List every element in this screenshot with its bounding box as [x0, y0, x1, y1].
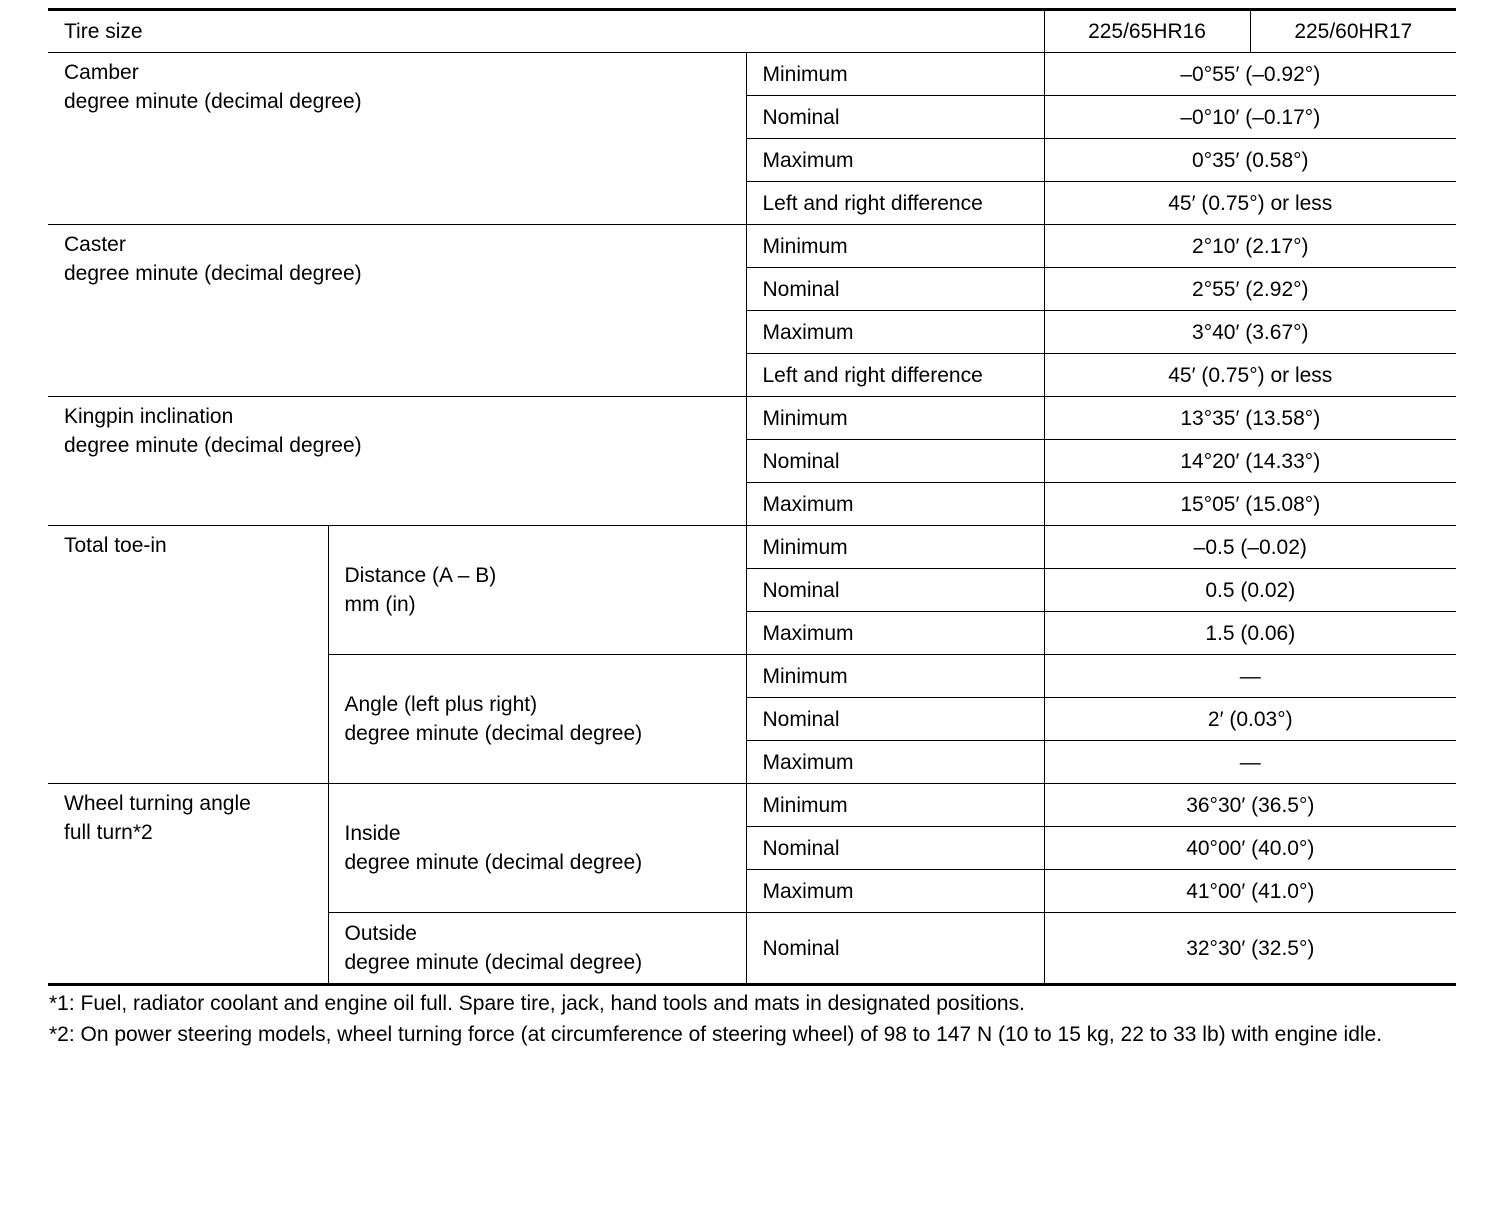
row-value: 36°30′ (36.5°): [1044, 784, 1456, 827]
row-label: Minimum: [746, 526, 1044, 569]
row-label: Minimum: [746, 225, 1044, 268]
row-label: Nominal: [746, 268, 1044, 311]
tire-size-label: Tire size: [48, 10, 1044, 53]
caster-label: [48, 225, 746, 397]
row-label: Nominal: [746, 698, 1044, 741]
turning-outside-unit: degree minute (decimal degree): [344, 951, 643, 974]
table-row: [48, 53, 1456, 96]
tire-size-col-1: 225/65HR16: [1044, 10, 1250, 53]
row-label: Minimum: [746, 397, 1044, 440]
row-label: Maximum: [746, 870, 1044, 913]
row-value: 41°00′ (41.0°): [1044, 870, 1456, 913]
row-label: Maximum: [746, 483, 1044, 526]
row-label: Left and right difference: [746, 182, 1044, 225]
table-row: [48, 225, 1456, 268]
toe-in-label: Total toe-in: [48, 526, 328, 784]
footnote-1: *1: Fuel, radiator coolant and engine oil full. Spare tire, jack, hand tools and mats in designated positions.: [49, 992, 1025, 1015]
row-label: Left and right difference: [746, 354, 1044, 397]
row-value: –0.5 (–0.02): [1044, 526, 1456, 569]
kingpin-label: [48, 397, 746, 526]
row-value: 13°35′ (13.58°): [1044, 397, 1456, 440]
kingpin-title: Kingpin inclination: [64, 405, 234, 428]
row-label: Maximum: [746, 612, 1044, 655]
row-value: 32°30′ (32.5°): [1044, 913, 1456, 985]
table-header-row: [48, 10, 1456, 53]
row-value: 40°00′ (40.0°): [1044, 827, 1456, 870]
row-label: Minimum: [746, 784, 1044, 827]
turning-outside-title: Outside: [344, 922, 417, 945]
row-value: —: [1044, 655, 1456, 698]
table-row: [48, 526, 1456, 569]
turning-subtitle: full turn*2: [64, 821, 153, 844]
row-value: 3°40′ (3.67°): [1044, 311, 1456, 354]
camber-label: [48, 53, 746, 225]
turning-title: Wheel turning angle: [64, 792, 251, 815]
table-row: [48, 784, 1456, 827]
camber-unit: degree minute (decimal degree): [64, 90, 362, 113]
row-label: Nominal: [746, 913, 1044, 985]
row-label: Minimum: [746, 655, 1044, 698]
footnotes: [49, 988, 1455, 1050]
table-row: [48, 397, 1456, 440]
wheel-alignment-spec-table: [48, 8, 1456, 986]
row-label: Nominal: [746, 96, 1044, 139]
row-value: 45′ (0.75°) or less: [1044, 354, 1456, 397]
turning-label: [48, 784, 328, 985]
row-label: Nominal: [746, 827, 1044, 870]
row-value: 2°55′ (2.92°): [1044, 268, 1456, 311]
toe-distance-unit: mm (in): [344, 593, 416, 616]
turning-inside-title: Inside: [344, 822, 401, 845]
row-label: Nominal: [746, 569, 1044, 612]
toe-distance-title: Distance (A – B): [344, 564, 497, 587]
turning-outside-label: [328, 913, 746, 985]
row-value: –0°55′ (–0.92°): [1044, 53, 1456, 96]
row-value: 1.5 (0.06): [1044, 612, 1456, 655]
caster-title: Caster: [64, 233, 126, 256]
row-value: 2′ (0.03°): [1044, 698, 1456, 741]
kingpin-unit: degree minute (decimal degree): [64, 434, 362, 457]
row-label: Maximum: [746, 139, 1044, 182]
toe-angle-label: [328, 655, 746, 784]
toe-distance-label: [328, 526, 746, 655]
row-label: Maximum: [746, 311, 1044, 354]
row-value: 15°05′ (15.08°): [1044, 483, 1456, 526]
footnote-2: *2: On power steering models, wheel turning force (at circumference of steering wheel) of 98 to 147 N (10 to 15 kg, 22 to 33 lb) with engine idle.: [49, 1023, 1383, 1046]
row-value: 0°35′ (0.58°): [1044, 139, 1456, 182]
caster-unit: degree minute (decimal degree): [64, 262, 362, 285]
toe-angle-unit: degree minute (decimal degree): [344, 722, 643, 745]
row-label: Nominal: [746, 440, 1044, 483]
row-value: 45′ (0.75°) or less: [1044, 182, 1456, 225]
tire-size-col-2: 225/60HR17: [1250, 10, 1456, 53]
toe-angle-title: Angle (left plus right): [344, 693, 538, 716]
turning-inside-label: [328, 784, 746, 913]
row-value: –0°10′ (–0.17°): [1044, 96, 1456, 139]
row-label: Minimum: [746, 53, 1044, 96]
row-value: —: [1044, 741, 1456, 784]
row-value: 14°20′ (14.33°): [1044, 440, 1456, 483]
camber-title: Camber: [64, 61, 139, 84]
row-value: 0.5 (0.02): [1044, 569, 1456, 612]
turning-inside-unit: degree minute (decimal degree): [344, 851, 643, 874]
row-value: 2°10′ (2.17°): [1044, 225, 1456, 268]
row-label: Maximum: [746, 741, 1044, 784]
